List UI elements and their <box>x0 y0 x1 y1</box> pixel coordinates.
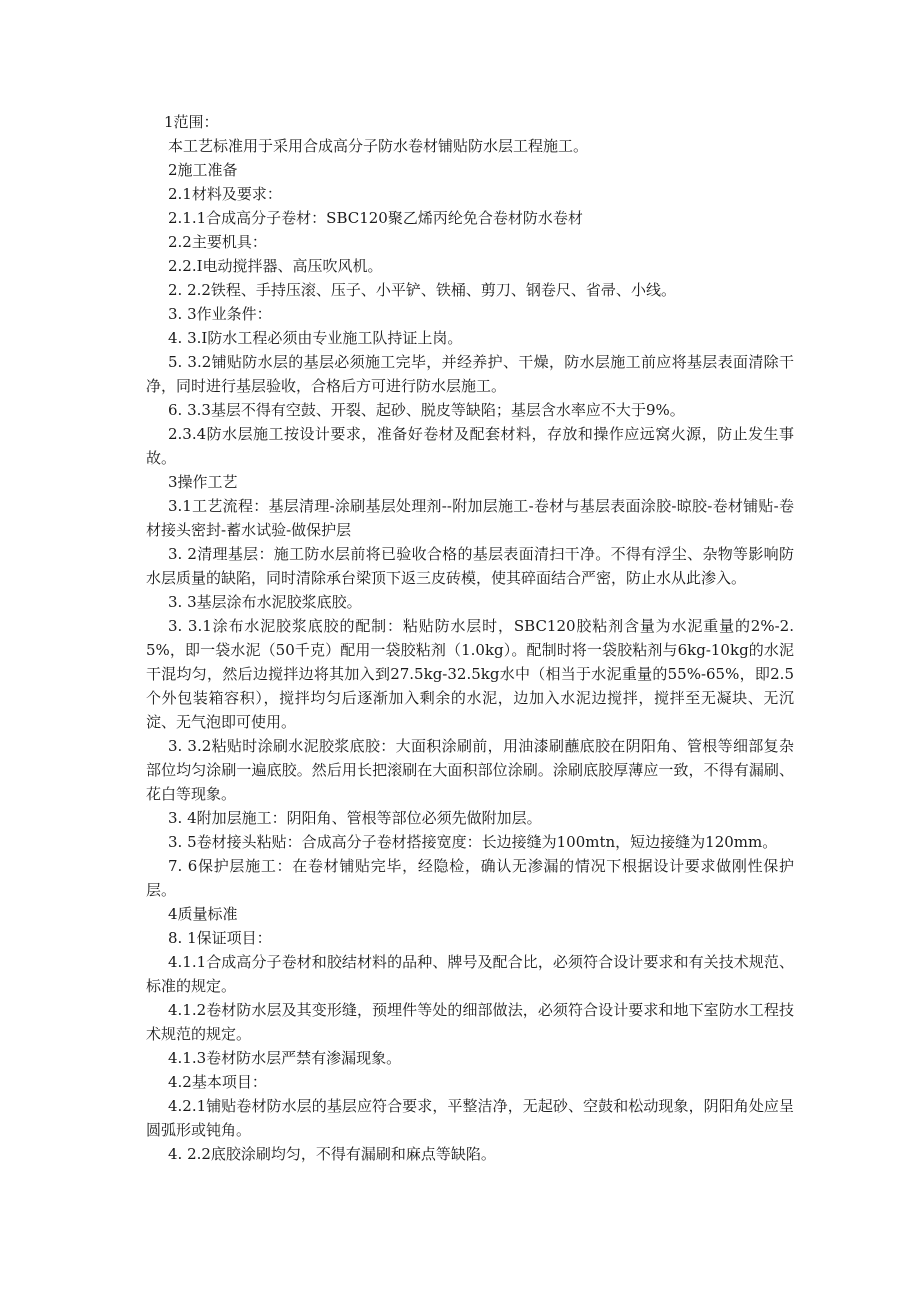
paragraph: 7. 6保护层施工：在卷材铺贴完毕，经隐检，确认无渗漏的情况下根据设计要求做刚性保护层。 <box>146 857 794 899</box>
paragraph: 4.1.2卷材防水层及其变形缝，预埋件等处的细部做法，必须符合设计要求和地下室防水工程技术规范的规定。 <box>146 1001 794 1043</box>
paragraph: 5. 3.2铺贴防水层的基层必须施工完毕，并经养护、干燥，防水层施工前应将基层表面清除干净，同时进行基层验收，合格后方可进行防水层施工。 <box>146 353 794 395</box>
paragraph: 3. 2清理基层：施工防水层前将已验收合格的基层表面清扫干净。不得有浮尘、杂物等影响防水层质量的缺陷，同时清除承台梁顶下返三皮砖模，使其碎面结合严密，防止水从此渗入。 <box>146 545 794 587</box>
paragraph: 2. 2.2铁程、手持压滚、压子、小平铲、铁桶、剪刀、钢卷尺、省帚、小线。 <box>168 281 676 299</box>
paragraph: 2.3.4防水层施工按设计要求，准备好卷材及配套材料，存放和操作应远窝火源，防止发生事故。 <box>146 425 794 467</box>
paragraph: 4. 2.2底胶涂刷均匀，不得有漏刷和麻点等缺陷。 <box>168 1145 496 1163</box>
paragraph: 2.2主要机具： <box>168 233 267 251</box>
document-body <box>146 110 794 1166</box>
paragraph: 3. 3作业条件： <box>168 305 272 323</box>
paragraph: 4.2基本项目： <box>168 1073 267 1091</box>
paragraph: 本工艺标准用于采用合成高分子防水卷材铺贴防水层工程施工。 <box>168 137 589 155</box>
paragraph: 4. 3.I防水工程必须由专业施工队持证上岗。 <box>168 329 463 347</box>
paragraph: 4.2.1铺贴卷材防水层的基层应符合要求，平整洁净，无起砂、空鼓和松动现象，阴阳角处应呈圆弧形或钝角。 <box>146 1097 794 1139</box>
paragraph: 2.2.I电动搅拌器、高压吹风机。 <box>168 257 383 275</box>
paragraph: 3. 5卷材接头粘贴：合成高分子卷材搭接宽度：长边接缝为100mtn，短边接缝为120mm。 <box>168 833 778 851</box>
paragraph: 4.1.1合成高分子卷材和胶结材料的品种、牌号及配合比，必须符合设计要求和有关技术规范、标准的规定。 <box>146 953 794 995</box>
section-heading-scope: 1范围： <box>164 113 219 131</box>
section-heading-quality: 4质量标准 <box>168 905 238 923</box>
paragraph: 2.1.1合成高分子卷材：SBC120聚乙烯丙纶免合卷材防水卷材 <box>168 209 583 227</box>
paragraph: 8. 1保证项目： <box>168 929 272 947</box>
paragraph: 3.1工艺流程：基层清理-涂刷基层处理剂--附加层施工-卷材与基层表面涂胶-晾胶-卷材铺贴-卷材接头密封-蓄水试验-做保护层 <box>146 497 794 539</box>
section-heading-process: 3操作工艺 <box>168 473 238 491</box>
section-heading-preparation: 2施工准备 <box>168 161 238 179</box>
paragraph: 3. 3.2粘贴时涂刷水泥胶浆底胶：大面积涂刷前，用油漆刷蘸底胶在阴阳角、管根等细部复杂部位均匀涂刷一遍底胶。然后用长把滚刷在大面积部位涂刷。涂刷底胶厚薄应一致，不得有漏刷、花白等现象。 <box>146 737 794 803</box>
paragraph: 2.1材料及要求： <box>168 185 282 203</box>
paragraph: 3. 3基层涂布水泥胶浆底胶。 <box>168 593 362 611</box>
paragraph: 6. 3.3基层不得有空鼓、开裂、起砂、脱皮等缺陷；基层含水率应不大于9%。 <box>168 401 685 419</box>
paragraph: 3. 3.1涂布水泥胶浆底胶的配制：粘贴防水层时，SBC120胶粘剂含量为水泥重量的2%-2.5%，即一袋水泥（50千克）配用一袋胶粘剂（1.0kg）。配制时将一袋胶粘剂与6kg-10kg的水泥干混均匀，然后边搅拌边将其加入到27.5kg-32.5kg水中（相当于水泥重量的55%-65%，即2.5个外包装箱容积），搅拌均匀后逐渐加入剩余的水泥，边加入水泥边搅拌，搅拌至无凝块、无沉淀、无气泡即可使用。 <box>146 617 794 731</box>
paragraph: 4.1.3卷材防水层严禁有渗漏现象。 <box>168 1049 402 1067</box>
paragraph: 3. 4附加层施工：阴阳角、管根等部位必须先做附加层。 <box>168 809 542 827</box>
